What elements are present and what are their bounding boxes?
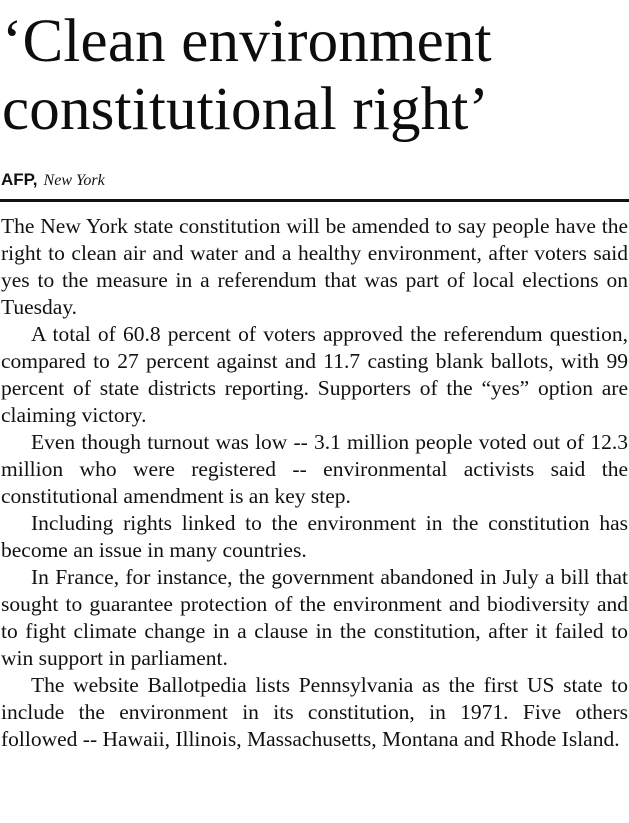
byline-agency: AFP, — [1, 170, 38, 189]
paragraph-5: In France, for instance, the government abandoned in July a bill that sought to guarantee protection of the environment and biodiversity and to fight climate change in a clause in the constitution, after it failed to win support in parliament. — [1, 565, 628, 670]
byline — [1, 169, 105, 191]
paragraph-2: A total of 60.8 percent of voters approved the referendum question, compared to 27 percent against and 11.7 casting blank ballots, with 99 percent of state districts reporting. Supporters of the “yes” option are claiming victory. — [1, 322, 628, 427]
headline-line-1: ‘Clean environment — [2, 8, 492, 75]
paragraph-3: Even though turnout was low -- 3.1 million people voted out of 12.3 million who were registered -- environmental activists said the constitutional amendment is an key step. — [1, 430, 628, 508]
byline-dateline: New York — [43, 172, 105, 189]
article-body — [1, 213, 628, 753]
paragraph-4: Including rights linked to the environment in the constitution has become an issue in many countries. — [1, 511, 628, 562]
headline-line-2: constitutional right’ — [2, 76, 490, 143]
headline-divider — [0, 199, 629, 202]
paragraph-1: The New York state constitution will be amended to say people have the right to clean air and water and a healthy environment, after voters said yes to the measure in a referendum that was part of local elections on Tuesday. — [1, 214, 628, 319]
headline — [2, 8, 628, 144]
paragraph-6: The website Ballotpedia lists Pennsylvania as the first US state to include the environment in its constitution, in 1971. Five others followed -- Hawaii, Illinois, Massachusetts, Montana and Rhode Island. — [1, 673, 628, 751]
